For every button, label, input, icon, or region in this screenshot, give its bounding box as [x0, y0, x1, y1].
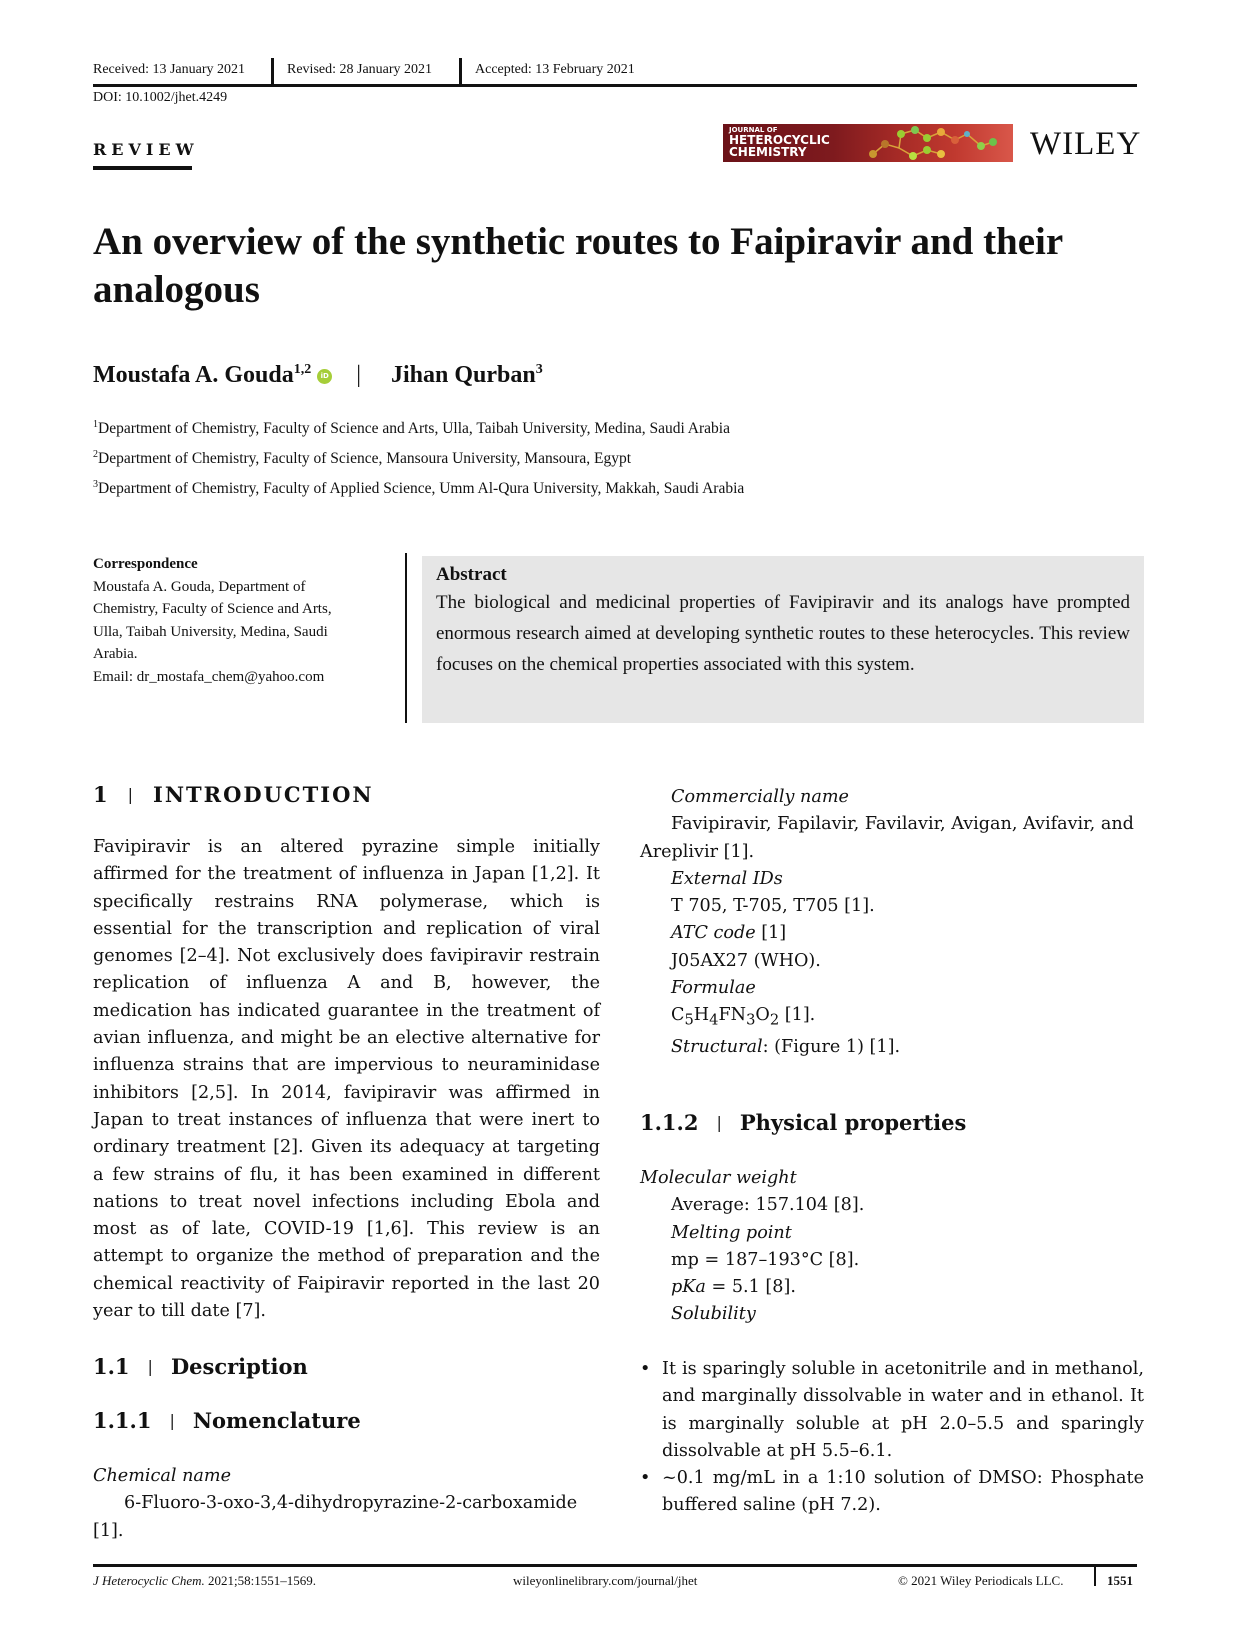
page-number: 1551 [1107, 1573, 1133, 1588]
molecular-weight-label: Molecular weight [640, 1168, 797, 1188]
divider [405, 553, 407, 723]
author-list [93, 362, 543, 389]
molecular-weight-value: Average: 157.104 [8]. [671, 1195, 865, 1216]
external-ids-value: T 705, T-705, T705 [1]. [671, 896, 875, 917]
section-heading-physical-properties: 1.1.2 | Physical properties [640, 1110, 967, 1135]
affiliation: $^2$Department of Chemistry, Faculty of Science, Mansoura University, Mansoura, Egypt [93, 449, 632, 468]
journal-logo[interactable] [723, 124, 1013, 162]
chemical-name-block: Chemical name 6-Fluoro-3-oxo-3,4-dihydropyrazine-2-carboxamide [1]. [93, 1463, 603, 1545]
journal-logo-line1: JOURNAL OF [729, 126, 778, 134]
correspondence-block: Correspondence Moustafa A. Gouda, Department of Chemistry, Faculty of Science and Arts, Ulla, Taibah University, Medina, Saudi Arabia. Email: dr_mostafa_chem@yahoo.com [93, 556, 332, 685]
section-heading-description: 1.1 | Description [93, 1354, 308, 1379]
footer-url[interactable]: wileyonlinelibrary.com/journal/jhet [513, 1573, 698, 1588]
publication-dates-bar [93, 58, 1137, 87]
external-ids-label: External IDs [671, 868, 783, 889]
publisher-logo[interactable]: WILEY [1030, 126, 1142, 162]
received-date: Received: 13 January 2021 [93, 62, 246, 77]
chemical-name-label: Chemical name [93, 1466, 231, 1486]
author-affiliation-sup: 3 [535, 362, 543, 377]
article-type-underline [93, 166, 192, 170]
list-item: • ~0.1 mg/mL in a 1:10 solution of DMSO: Phosphate buffered saline (pH 7.2). [640, 1468, 1144, 1516]
nomenclature-details: Commercially name Favipiravir, Fapilavir, Favilavir, Avigan, Avifavir, and Areplivir [1]. External IDs T 705, T-705, T705 [1]. ATC code [1] J05AX27 (WHO). Formulae $C_5H_4FN_3O_2$ [1]. Structural: (Figure 1) [1]. [640, 784, 1145, 1061]
affiliation: $^3$Department of Chemistry, Faculty of Applied Science, Umm Al-Qura University, Makkah, Saudi Arabia [93, 479, 745, 498]
structural-line: Structural: (Figure 1) [1]. [671, 1037, 901, 1058]
correspondence-email[interactable]: Email: dr_mostafa_chem@yahoo.com [93, 668, 325, 685]
divider [271, 58, 274, 84]
section-heading-introduction: 1 | INTRODUCTION [93, 782, 374, 807]
correspondence-heading: Correspondence [93, 556, 198, 572]
journal-logo-name: HETEROCYCLIC CHEMISTRY [729, 133, 830, 159]
affiliation: $^1$Department of Chemistry, Faculty of Science and Arts, Ulla, Taibah University, Medina, Saudi Arabia [93, 419, 730, 438]
solubility-bullets [640, 1356, 1144, 1520]
revised-date: Revised: 28 January 2021 [287, 62, 433, 77]
author-name[interactable]: Jihan Qurban [391, 362, 536, 388]
list-item: • It is sparingly soluble in acetonitrile and in methanol, and marginally dissolvable in water and in ethanol. It is marginally soluble at pH 2.0–5.5 and sparingly dissolvable at pH 5.5–6.1. [640, 1359, 1144, 1461]
abstract-heading: Abstract [436, 564, 507, 585]
orcid-icon[interactable]: iD [317, 369, 332, 384]
abstract-box [422, 556, 1144, 723]
physical-properties-list [640, 1165, 1145, 1329]
author-name[interactable]: Moustafa A. Gouda [93, 362, 294, 388]
section-heading-nomenclature: 1.1.1 | Nomenclature [93, 1408, 361, 1433]
author-separator: | [356, 362, 362, 388]
divider [1094, 1564, 1096, 1586]
abstract-text: The biological and medicinal properties of Favipiravir and its analogs have prompted enormous research aimed at developing synthetic routes to these heterocycles. This review focuses on the chemical properties associated with this system. [436, 592, 1130, 675]
article-title: An overview of the synthetic routes to Faipiravir and their analogous [93, 220, 1063, 311]
introduction-paragraph: Favipiravir is an altered pyrazine simple initially affirmed for the treatment of influenza in Japan [1,2]. It specifically restrains RNA polymerase, which is essential for the transcription and replication of viral genomes [2–4]. Not exclusively does favipiravir restrain replication of influenza A and B, however, the medication has indicated guarantee in the treatment of avian influenza, and might be an elective alternative for influenza strains that are impervious to neuraminidase inhibitors [2,5]. In 2014, favipiravir was affirmed in Japan to treat instances of influenza that were inert to ordinary treatment [2]. Given its adequacy at targeting a few strains of flu, it has been examined in different nations to treat novel infections including Ebola and most as of late, COVID-19 [1,6]. This review is an attempt to organize the method of preparation and the chemical reactivity of Faipiravir reported in the last 20 year to till date [7]. [93, 837, 600, 1322]
melting-point-label: Melting point [671, 1222, 792, 1243]
article-type-label: REVIEW [93, 140, 199, 159]
footer-divider [93, 1564, 1137, 1567]
melting-point-value: mp = 187–193°C [8]. [671, 1249, 860, 1270]
divider [459, 58, 462, 84]
atc-code-value: J05AX27 (WHO). [671, 950, 821, 971]
formula-label: Formulae [671, 978, 756, 999]
atc-code-label: ATC code [1] [671, 923, 787, 944]
accepted-date: Accepted: 13 February 2021 [475, 62, 635, 77]
pka-line: pKa = 5.1 [8]. [671, 1277, 796, 1298]
solubility-label: Solubility [671, 1304, 756, 1325]
doi[interactable]: DOI: 10.1002/jhet.4249 [93, 90, 228, 105]
formula-value: $C_5H_4FN_3O_2$ [1]. [671, 1005, 816, 1029]
chemical-name-value: 6-Fluoro-3-oxo-3,4-dihydropyrazine-2-carboxamide [124, 1493, 578, 1514]
author-affiliation-sup: 1,2 [293, 362, 312, 377]
footer-citation: J Heterocyclic Chem. 2021;58:1551–1569. [93, 1573, 317, 1588]
commercial-name-label: Commercially name [671, 787, 849, 807]
footer-copyright: © 2021 Wiley Periodicals LLC. [898, 1573, 1064, 1588]
